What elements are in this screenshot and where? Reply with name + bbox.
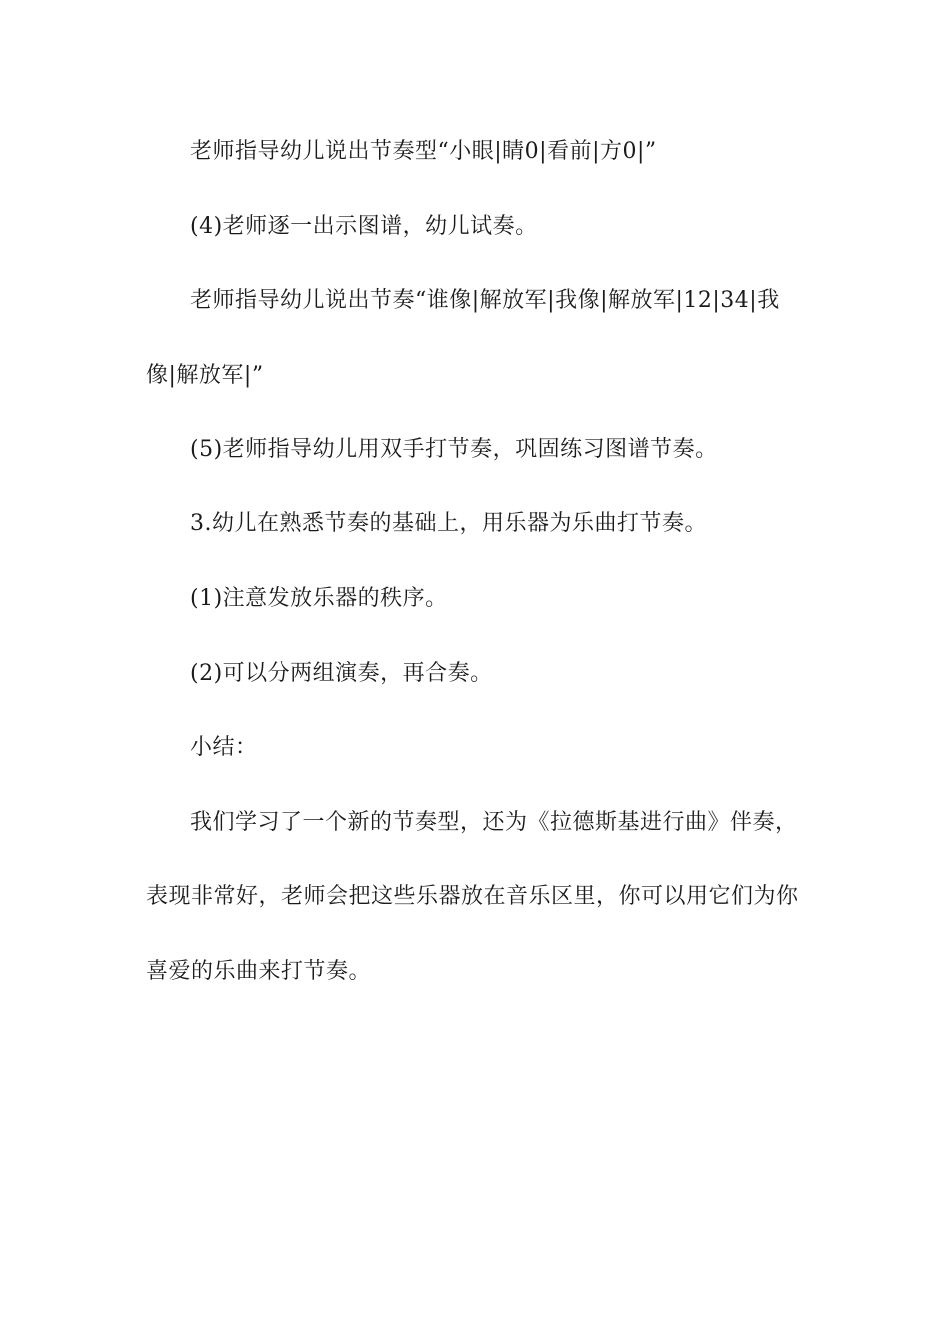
text-line: 老师指导幼儿说出节奏型“小眼|睛0|看前|方0|”	[190, 139, 657, 164]
text-line: 表现非常好，老师会把这些乐器放在音乐区里，你可以用它们为你	[146, 884, 799, 909]
text-line: (2)可以分两组演奏，再合奏。	[190, 661, 493, 686]
section-heading: 小结：	[190, 735, 258, 760]
text-line: 像|解放军|”	[146, 363, 264, 388]
text-line: 3.幼儿在熟悉节奏的基础上，用乐器为乐曲打节奏。	[190, 511, 707, 536]
text-line: 老师指导幼儿说出节奏“谁像|解放军|我像|解放军|12|34|我	[190, 288, 780, 313]
text-line: (4)老师逐一出示图谱，幼儿试奏。	[190, 214, 538, 239]
text-line: 喜爱的乐曲来打节奏。	[146, 959, 372, 984]
text-line: 我们学习了一个新的节奏型，还为《拉德斯基进行曲》伴奏，	[190, 810, 798, 835]
text-line: (5)老师指导幼儿用双手打节奏，巩固练习图谱节奏。	[190, 437, 718, 462]
text-line: (1)注意发放乐器的秩序。	[190, 586, 448, 611]
